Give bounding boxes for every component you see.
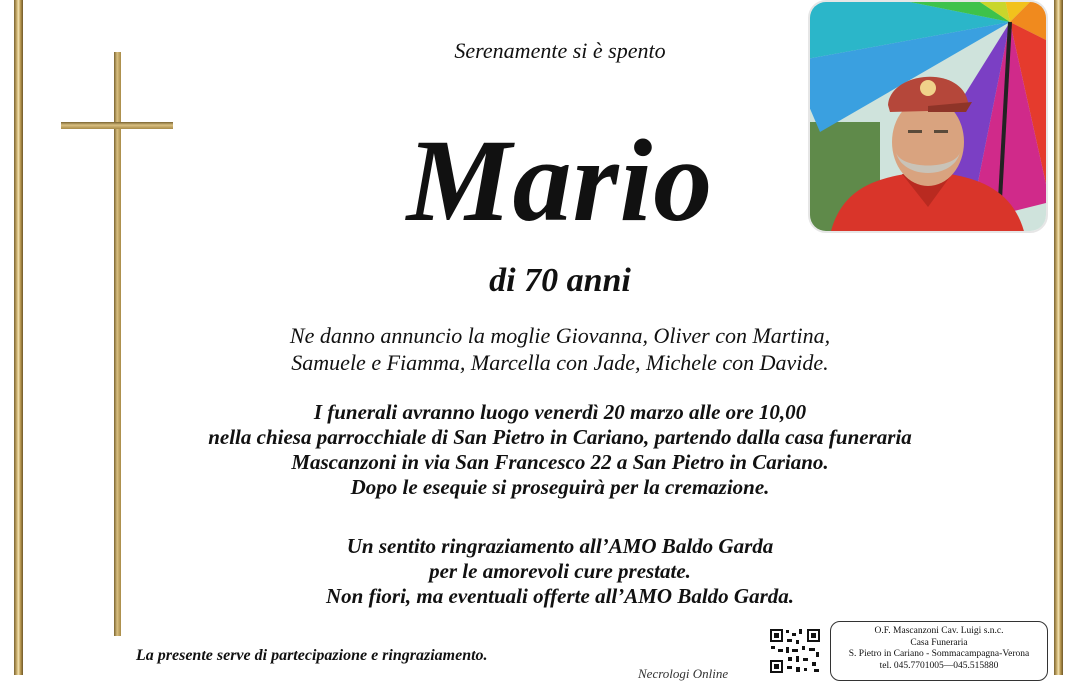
thanks-line: Un sentito ringraziamento all’AMO Baldo Garda (346, 534, 774, 558)
agency-address: S. Pietro in Cariano - Sommacampagna-Verona (848, 649, 1030, 659)
online-obituaries-label: Necrologi Online (638, 666, 729, 681)
thanks-line: per le amorevoli cure prestate. (429, 559, 691, 583)
funeral-home-box (830, 621, 1048, 681)
deceased-name: Mario (406, 115, 714, 246)
announcement-line: Samuele e Fiamma, Marcella con Jade, Michele con Davide. (291, 350, 829, 375)
funeral-details (0, 400, 1080, 500)
participation-note: La presente serve di partecipazione e ringraziamento. (136, 647, 488, 664)
announcement-block (0, 322, 1080, 376)
qr-code-icon[interactable] (768, 627, 822, 675)
agency-name: O.F. Mascanzoni Cav. Luigi s.n.c. (874, 626, 1004, 636)
funeral-line: I funerali avranno luogo venerdì 20 marzo alle ore 10,00 (313, 400, 807, 424)
agency-phone: tel. 045.7701005—045.515880 (879, 660, 999, 671)
portrait-photo (808, 0, 1048, 233)
announcement-line: Ne danno annuncio la moglie Giovanna, Oliver con Martina, (289, 323, 831, 348)
intro-text: Serenamente si è spento (454, 38, 666, 63)
funeral-line: Dopo le esequie si proseguirà per la cremazione. (350, 475, 770, 499)
agency-type: Casa Funeraria (910, 637, 968, 648)
thanks-block (0, 534, 1080, 609)
thanks-line: Non fiori, ma eventuali offerte all’AMO Baldo Garda. (325, 584, 795, 608)
funeral-line: nella chiesa parrocchiale di San Pietro in Cariano, partendo dalla casa funeraria (208, 425, 912, 449)
funeral-line: Mascanzoni in via San Francesco 22 a San Pietro in Cariano. (291, 450, 829, 474)
deceased-age: di 70 anni (489, 262, 631, 299)
